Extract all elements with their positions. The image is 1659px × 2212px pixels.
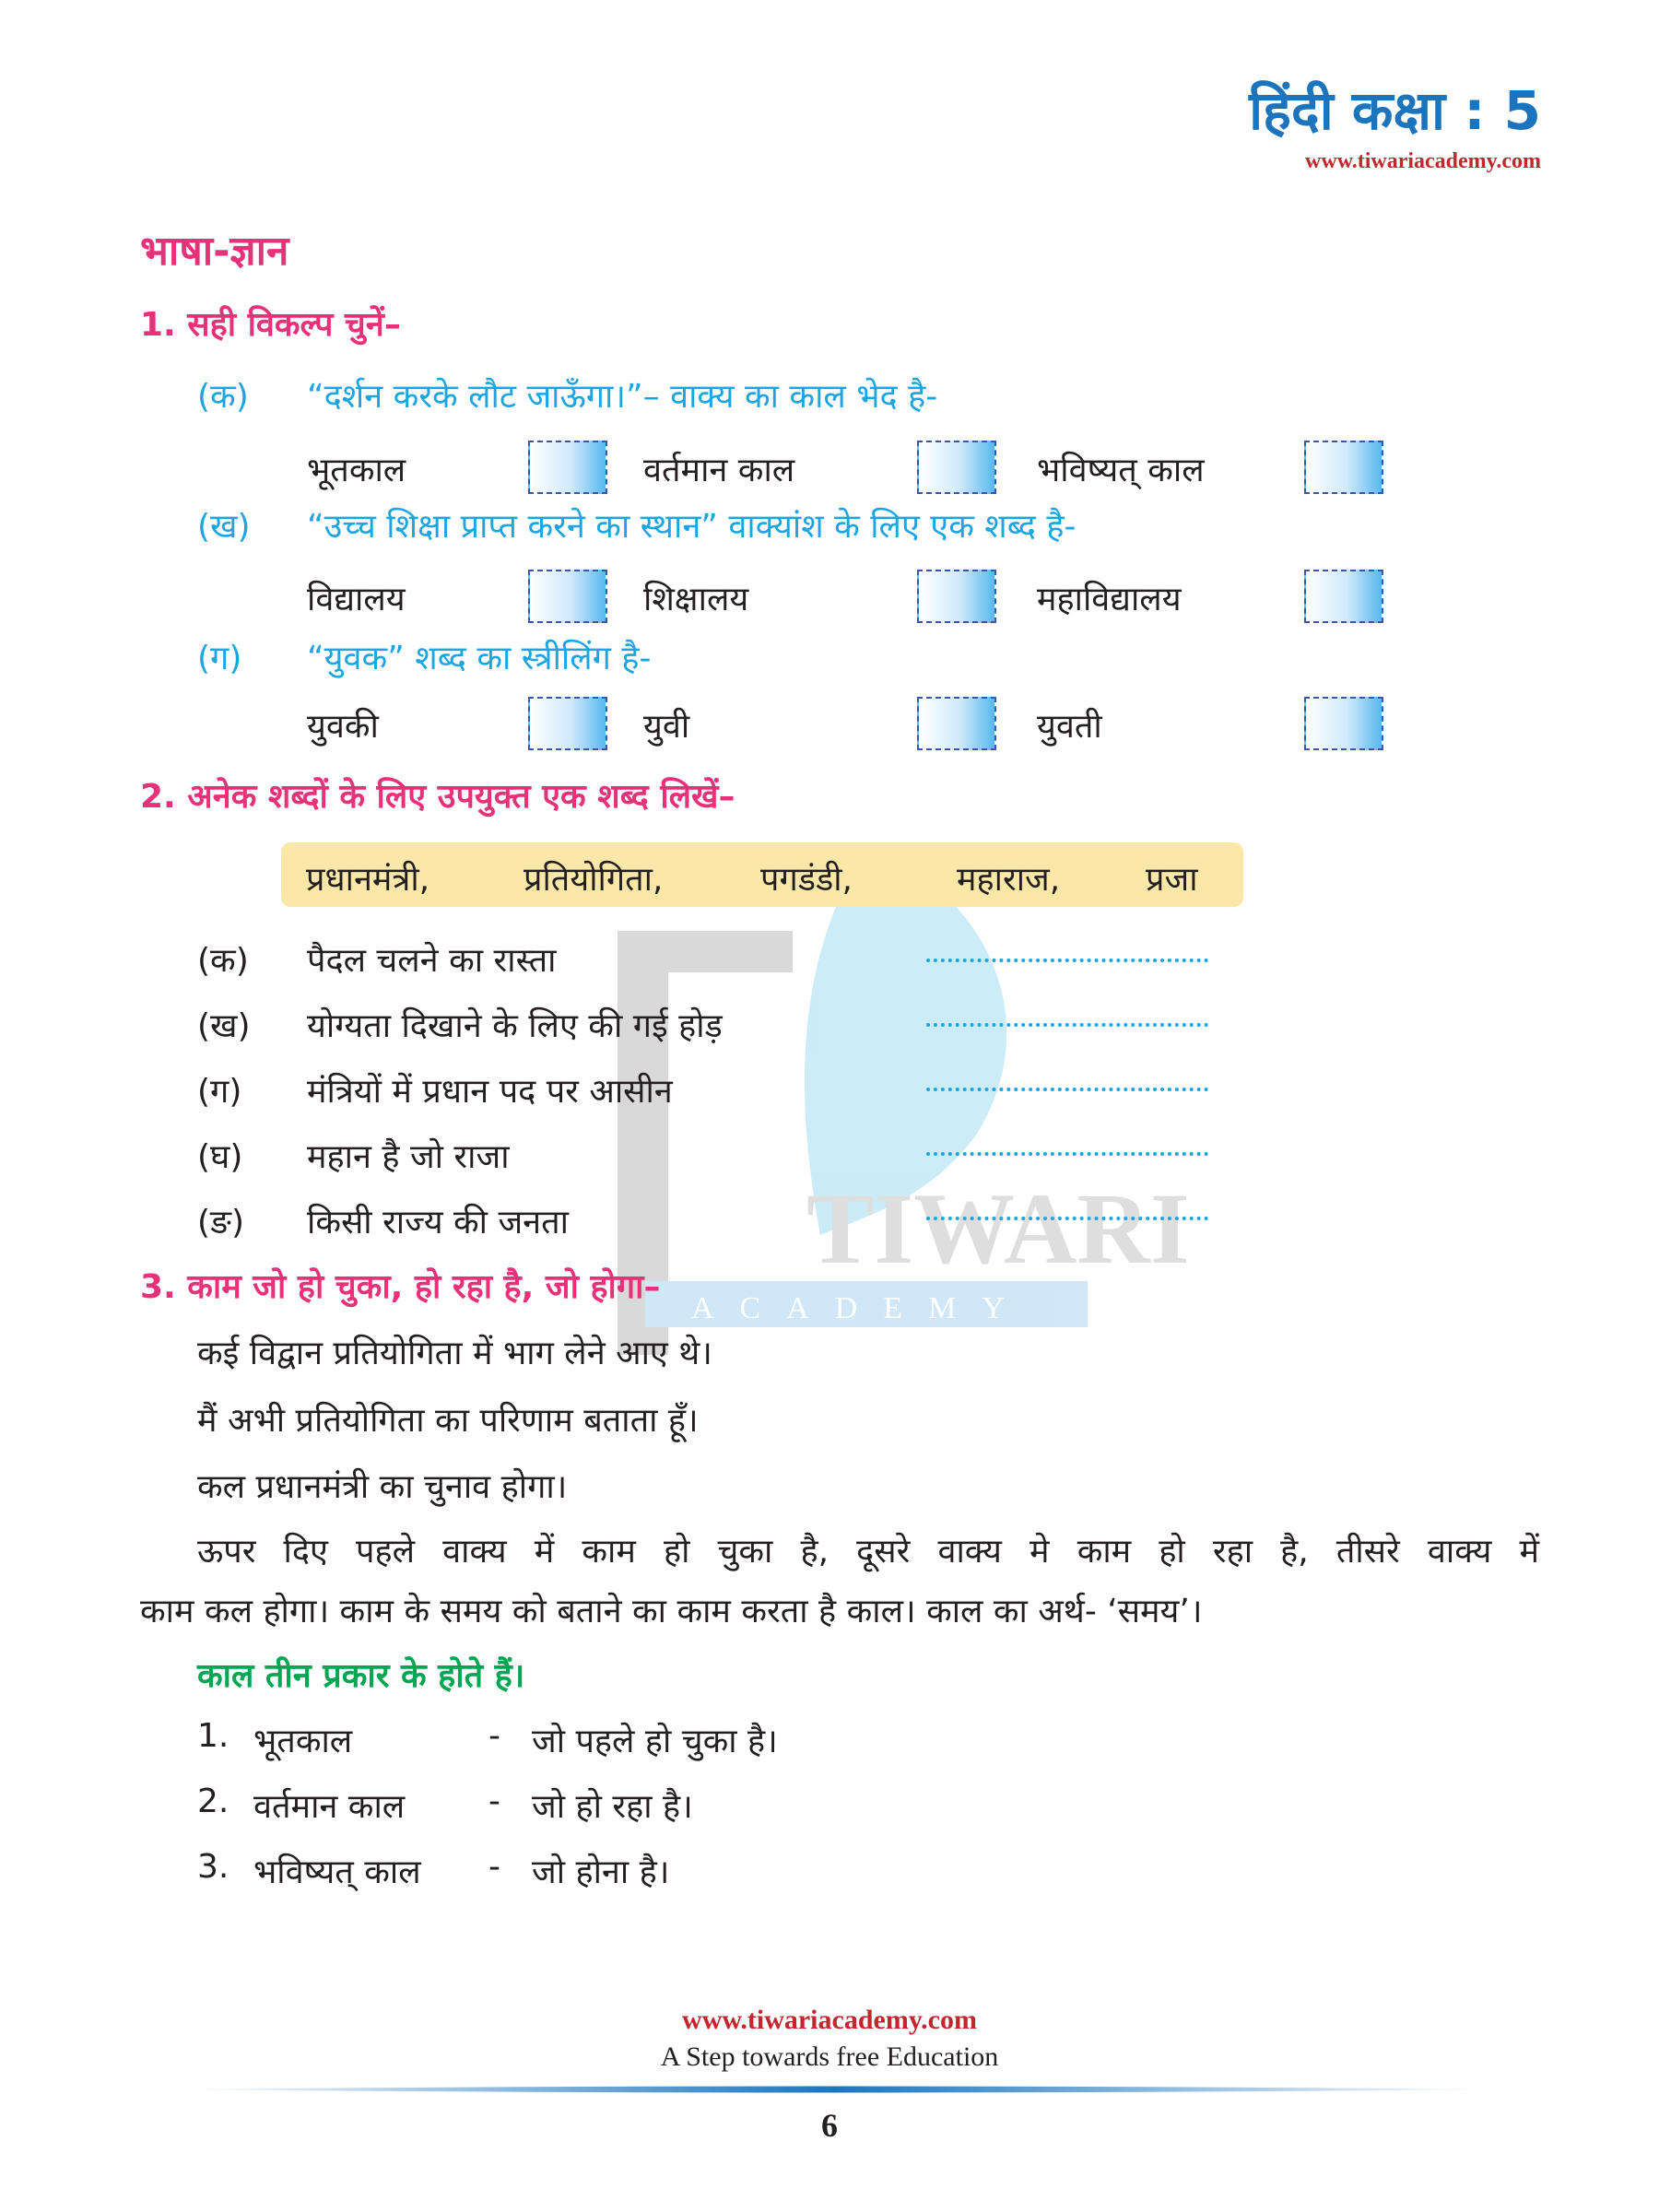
q1-item-b-options — [0, 570, 1659, 629]
option-label: युवकी — [307, 708, 379, 746]
q1-item-b-question: “उच्च शिक्षा प्राप्त करने का स्थान” वाक्यांश के लिए एक शब्द है- — [307, 508, 1077, 546]
tense-dash: - — [488, 1717, 500, 1755]
tense-name: वर्तमान काल — [253, 1788, 406, 1826]
q2-item-text: किसी राज्य की जनता — [307, 1204, 569, 1241]
tense-num: 3. — [197, 1848, 229, 1886]
q3-title: 3. काम जो हो चुका, हो रहा है, जो होगा– — [140, 1268, 661, 1306]
q2-item-letter: (क) — [197, 942, 249, 980]
answer-checkbox[interactable] — [917, 441, 996, 494]
q1-item-c-letter: (ग) — [197, 640, 242, 677]
tense-dash: - — [488, 1783, 500, 1820]
q1-item-a-letter: (क) — [197, 378, 249, 416]
q1-item-a-options — [0, 441, 1659, 500]
word-bank-item: पगडंडी, — [760, 861, 853, 899]
tense-desc: जो पहले हो चुका है। — [532, 1723, 778, 1760]
q2-title: 2. अनेक शब्दों के लिए उपयुक्त एक शब्द लिखें– — [140, 778, 735, 816]
tense-name: भूतकाल — [253, 1723, 353, 1760]
q2-item-text: योग्यता दिखाने के लिए की गई होड़ — [307, 1007, 723, 1045]
q2-item-letter: (घ) — [197, 1138, 243, 1176]
watermark-brand: TIWARI — [806, 1172, 1190, 1285]
option-label: विद्यालय — [307, 581, 406, 618]
q3-paragraph-line-1: ऊपर दिए पहले वाक्य में काम हो चुका है, दूसरे वाक्य मे काम हो रहा है, तीसरे वाक्य में — [197, 1533, 1539, 1571]
tense-desc: जो होना है। — [532, 1853, 670, 1891]
option-label: भूतकाल — [307, 452, 406, 489]
tense-name: भविष्यत् काल — [253, 1853, 421, 1891]
word-bank-item: प्रधानमंत्री, — [306, 861, 430, 899]
q3-sentence: कल प्रधानमंत्री का चुनाव होगा। — [197, 1468, 568, 1506]
q1-item-a-question: “दर्शन करके लौट जाऊँगा।”– वाक्य का काल भेद है- — [307, 378, 938, 416]
tense-desc: जो हो रहा है। — [532, 1788, 693, 1826]
header-url[interactable]: www.tiwariacademy.com — [1305, 149, 1541, 173]
word-bank-item: प्रजा — [1146, 861, 1198, 899]
answer-blank[interactable] — [926, 1217, 1208, 1220]
q1-title: 1. सही विकल्प चुनें– — [140, 306, 401, 344]
option-label: युवती — [1037, 708, 1102, 746]
footer-tagline: A Step towards free Education — [660, 2041, 999, 2072]
answer-checkbox[interactable] — [528, 570, 607, 623]
tense-types-heading: काल तीन प्रकार के होते हैं। — [197, 1657, 525, 1695]
answer-checkbox[interactable] — [917, 697, 996, 750]
option-label: भविष्यत् काल — [1037, 452, 1205, 489]
answer-blank[interactable] — [926, 1152, 1208, 1156]
answer-blank[interactable] — [926, 1088, 1208, 1091]
book-title: हिंदी कक्षा : 5 — [1249, 79, 1541, 142]
q2-item-text: पैदल चलने का रास्ता — [307, 942, 557, 980]
q2-item-letter: (ङ) — [197, 1204, 245, 1241]
q2-item-letter: (ग) — [197, 1073, 242, 1111]
option-label: महाविद्यालय — [1037, 581, 1182, 618]
option-label: वर्तमान काल — [643, 452, 795, 489]
answer-checkbox[interactable] — [1304, 570, 1383, 623]
answer-blank[interactable] — [926, 1023, 1208, 1027]
answer-checkbox[interactable] — [528, 441, 607, 494]
answer-checkbox[interactable] — [917, 570, 996, 623]
answer-checkbox[interactable] — [1304, 697, 1383, 750]
watermark-sub: ACADEMY — [691, 1291, 1030, 1325]
q2-item-text: महान है जो राजा — [307, 1138, 510, 1176]
option-label: युवी — [643, 708, 690, 746]
q2-item-letter: (ख) — [197, 1007, 251, 1045]
footer-divider — [175, 2085, 1493, 2094]
q1-item-c-options — [0, 697, 1659, 756]
answer-checkbox[interactable] — [528, 697, 607, 750]
q3-paragraph-line-2: काम कल होगा। काम के समय को बताने का काम करता है काल। काल का अर्थ- ‘समय’। — [140, 1593, 1203, 1630]
q3-sentence: मैं अभी प्रतियोगिता का परिणाम बताता हूँ। — [197, 1402, 699, 1440]
tense-dash: - — [488, 1848, 500, 1886]
word-bank-item: प्रतियोगिता, — [524, 861, 664, 899]
page-number: 6 — [821, 2107, 838, 2144]
word-bank-item: महाराज, — [957, 861, 1061, 899]
q2-item-text: मंत्रियों में प्रधान पद पर आसीन — [307, 1073, 673, 1111]
q3-sentence: कई विद्वान प्रतियोगिता में भाग लेने आए थे। — [197, 1335, 712, 1372]
word-bank — [281, 842, 1243, 907]
answer-blank[interactable] — [926, 959, 1208, 962]
q1-item-b-letter: (ख) — [197, 508, 251, 546]
answer-checkbox[interactable] — [1304, 441, 1383, 494]
tense-num: 2. — [197, 1783, 229, 1820]
section-title: भाषा-ज्ञान — [140, 228, 289, 275]
footer-url[interactable]: www.tiwariacademy.com — [682, 2005, 977, 2035]
option-label: शिक्षालय — [643, 581, 749, 618]
q1-item-c-question: “युवक” शब्द का स्त्रीलिंग है- — [307, 640, 652, 677]
tense-num: 1. — [197, 1717, 229, 1755]
